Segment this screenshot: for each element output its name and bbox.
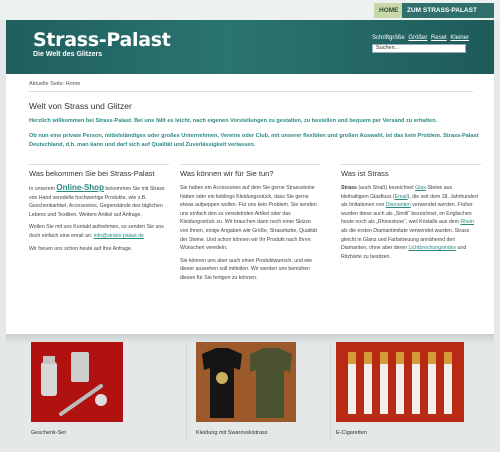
nav-shop-tab[interactable]: ZUM STRASS-PALAST <box>402 3 494 18</box>
email-link[interactable]: info@strass-palast.de <box>93 232 144 239</box>
font-size-label: Schriftgröße <box>372 35 405 41</box>
column-what-we-do <box>180 164 320 287</box>
col3-text: verwendet werden. Früher wurden diese auch als „Simili“ bezeichnet, im Englischen heute noch als „Rhinestone“, weil Kristalle aus dem <box>341 202 473 226</box>
online-shop-link[interactable]: Online-Shop <box>56 183 104 192</box>
e-cigarettes-image <box>336 342 464 422</box>
font-reset-link[interactable]: Reset <box>431 35 447 41</box>
gallery-caption: Kleidung mit Swarovskistrass <box>196 430 268 436</box>
header-banner <box>6 20 494 74</box>
gallery-caption: Geschenk-Set <box>31 430 66 436</box>
col3-text: -Steine aus bleihaltigem Glasfluss ( <box>341 185 453 200</box>
breadcrumb-divider <box>29 91 473 92</box>
gallery-divider <box>186 342 187 442</box>
gift-set-image <box>31 342 123 422</box>
font-size-tools <box>372 35 471 41</box>
rhein-link[interactable]: Rhein <box>460 219 474 226</box>
intro-paragraph-2: Ob nun eine private Person, mittelständiges oder großes Unternehmen, Vereine oder Club, mit unserer flexiblen und großen Auswahl, ist das kein Problem. Strass-Palast Deutschland, d.h. man kann und darf sich auf Qualität und Zuverlässigkeit verlassen. <box>29 132 479 148</box>
col3-text: und Ritzhärte zu besitzen. <box>341 245 467 260</box>
site-title[interactable]: Strass-Palast <box>33 29 171 51</box>
column-heading: Was bekommen Sie bei Strass-Palast <box>29 169 155 178</box>
intro-paragraph-1: Herzlich willkommen bei Strass-Palast. Bei uns fällt es leicht, nach eigenen Vorstellungen zu gestalten, zu bestellen und bequem per Versand zu erhalten. <box>29 118 438 124</box>
column-divider <box>29 164 169 165</box>
col1-text: In unserem <box>29 186 55 192</box>
gallery-divider <box>330 342 331 442</box>
column-divider <box>180 164 320 165</box>
diamanten-link[interactable]: Diamanten <box>385 202 411 209</box>
page-title: Welt von Strass und Glitzer <box>29 101 132 111</box>
strass-term: Strass <box>341 185 357 191</box>
glas-link[interactable]: Glas <box>415 185 426 191</box>
col2-text: Sie haben ein Accessoires auf dem Sie gerne Strasssteine hätten oder ein lieblings Kleidungsstück, dass Sie gerne etwas aufpeppen wollen. Für uns kein Problem. Sie senden uns einfach den zu veredelnden Artikel oder das Kleidungsstück zu. Wir brauchen dann noch einer Skizze von Ihnen, einige Angaben wie Größe, Strassfarbe, Qualität der Steine. Und schon können wir Ihr Produkt nach Ihren Wünschen veredeln. <box>180 185 317 252</box>
font-smaller-link[interactable]: Kleiner <box>450 35 470 41</box>
gallery-caption: E-Cigaretten <box>336 430 367 436</box>
column-what-is-strass <box>341 164 481 265</box>
col3-text: als die ersten Diamantimitate verwendet wurden. Strass gleicht in Glanz und Farbstreuung annähernd den Diamanten, ohne aber deren <box>341 227 470 252</box>
breadcrumb: Aktuelle Seite: Home <box>29 81 81 87</box>
col3-text: (auch Straß) bezeichnet <box>358 185 414 191</box>
column-divider <box>341 164 481 165</box>
nav-home-tab[interactable]: HOME <box>374 3 402 18</box>
product-gallery <box>0 342 500 452</box>
main-content <box>6 74 494 334</box>
col3-text: ), die seit dem 18. Jahrhundert als Imitationen von <box>341 193 478 209</box>
col1-text: Wollen Sie mit uns Kontakt aufnehmen, so senden Sie uns doch einfach eine email an: <box>29 224 164 239</box>
intro-text <box>29 117 479 156</box>
search-input[interactable]: Suchen... <box>372 44 466 53</box>
site-subtitle: Die Welt des Glitzers <box>33 51 103 58</box>
top-navigation <box>0 0 500 20</box>
gallery-item-gift-set[interactable] <box>31 342 181 442</box>
clothing-image <box>196 342 296 422</box>
email-wiki-link[interactable]: Email <box>394 193 408 200</box>
column-heading: Was können wir für Sie tun? <box>180 169 274 178</box>
column-what-you-get <box>29 164 169 257</box>
column-heading: Was ist Strass <box>341 169 389 178</box>
col1-text: bekommen Sie mit Strass von Hand veredelte hochwertige Produkte, wie z.B. Geschenkartikel, Accessoires, Gegenstände des täglichen Lebens und Textilien. Weitere Artikel auf Anfrage. <box>29 186 165 218</box>
gallery-item-clothing[interactable] <box>196 342 346 442</box>
font-bigger-link[interactable]: Größer <box>408 35 428 41</box>
gallery-item-e-cigarettes[interactable] <box>336 342 486 442</box>
lichtbrechungsindex-link[interactable]: Lichtbrechungsindex <box>408 245 457 252</box>
col1-text: Wir freuen uns schon heute auf Ihre Anfrage. <box>29 245 133 252</box>
col2-text: Sie können uns aber auch einen Produktwunsch, und wie dieser aussehen soll mitteilen. Wir werden uns bemühen diesen für Sie fertigen zu können. <box>180 257 313 281</box>
